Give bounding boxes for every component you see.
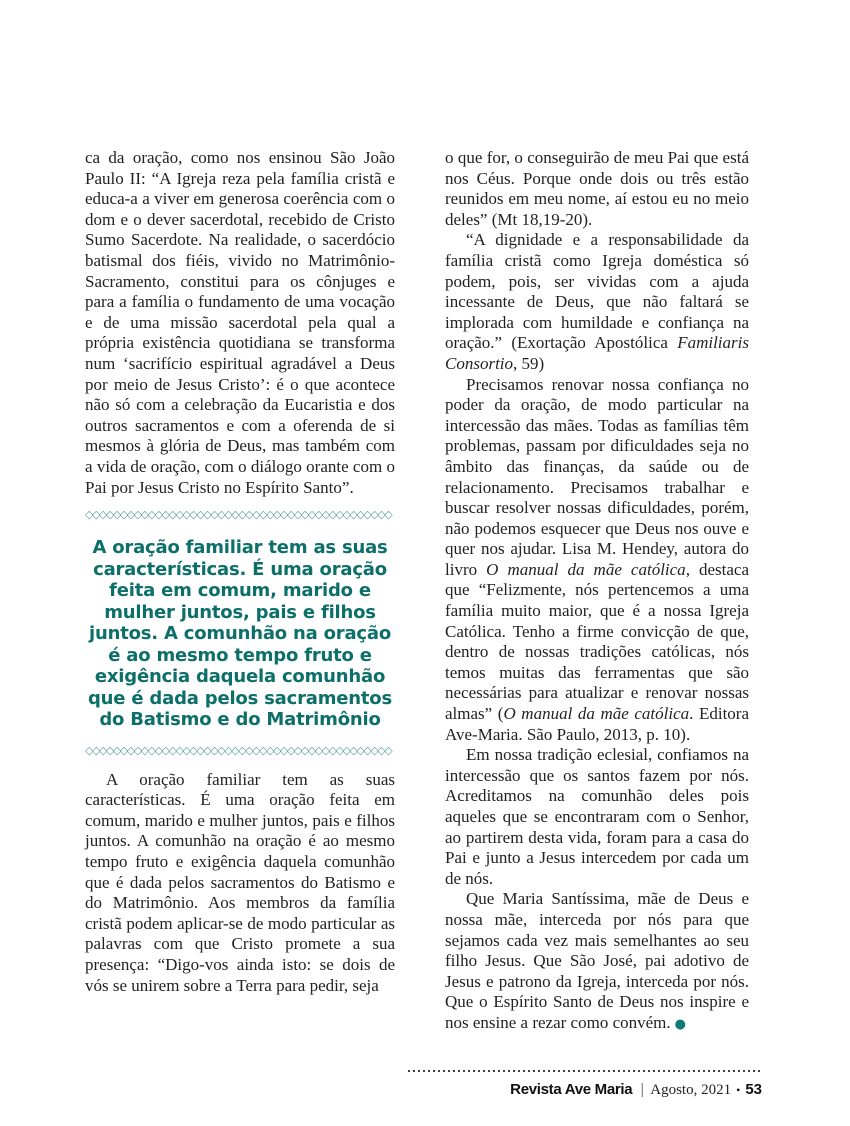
body-paragraph-6: Em nossa tradição eclesial, confiamos na intercessão que os santos fazem por nós. Acreditamos na comunhão deles pois aqueles que se encontraram com o Senhor, ao partirem desta vida, foram para a casa do Pai e junto a Jesus intercedem por cada um de nós. [445,745,749,888]
body-paragraph-7 [445,889,749,1035]
right-column [445,148,749,1036]
diamond-separator-top: ◇◇◇◇◇◇◇◇◇◇◇◇◇◇◇◇◇◇◇◇◇◇◇◇◇◇◇◇◇◇◇◇◇◇◇◇◇◇◇◇◇◇◇◇ [85,509,392,522]
footer-text [408,1081,762,1099]
body-paragraph-1: ca da oração, como nos ensinou São João Paulo II: “A Igreja reza pela família cristã e educa-a a viver em generosa coerência com o dom e o dever sacerdotal, recebido de Cristo Sumo Sacerdote. Na realidade, o sacerdócio batismal dos fiéis, vivido no Matrimônio-Sacramento, constitui para os cônjuges e para a família o fundamento de uma vocação e de uma missão sacerdotal pela qual a própria existência quotidiana se transforma num ‘sacrifício espiritual agradável a Deus por meio de Jesus Cristo’: é o que acontece não só com a celebração da Eucaristia e dos outros sacramentos e com a oferenda de si mesmos à glória de Deus, mas também com a vida de oração, com o diálogo orante com o Pai por Jesus Cristo no Espírito Santo”. [85,148,395,497]
left-column [85,148,395,1036]
footer-bullet: • [736,1083,741,1097]
italic-book-title: O manual da mãe católica [503,704,690,724]
body-paragraph-3: o que for, o conseguirão de meu Pai que está nos Céus. Porque onde dois ou três estão reunidos em meu nome, aí estou eu no meio deles” (Mt 18,19-20). [445,148,749,229]
diamond-separator-bottom: ◇◇◇◇◇◇◇◇◇◇◇◇◇◇◇◇◇◇◇◇◇◇◇◇◇◇◇◇◇◇◇◇◇◇◇◇◇◇◇◇◇◇◇◇ [85,744,392,757]
paragraph-text: . Editora Ave-Maria. São Paulo, 2013, p. 10). [445,704,750,744]
text-columns [85,148,749,1036]
page-number: 53 [745,1081,762,1098]
body-paragraph-2: A oração familiar tem as suas características. É uma oração feita em comum, marido e mulher juntos, pais e filhos juntos. A comunhão na oração é ao mesmo tempo fruto e exigência daquela comunhão que é dada pelos sacramentos do Batismo e do Matrimônio. Aos membros da família cristã podem aplicar-se de modo particular as palavras com que Cristo promete a sua presença: “Digo-vos ainda isto: se dois de vós se unirem sobre a Terra para pedir, seja [85,769,395,995]
body-paragraph-5 [445,375,749,746]
paragraph-text: Precisamos renovar nossa confiança no poder da oração, de modo particular na intercessão das mães. Todas as famílias têm problemas, passam por dificuldades seja no âmbito das finanças, da saúde ou de relacionamento. Precisamos trabalhar e buscar resolver nossas dificuldades, porém, não podemos esquecer que Deus nos ouve e quer nos ajudar. Lisa M. Hendey, autora do livro [445,374,749,579]
paragraph-text: , 59) [513,353,545,373]
italic-book-title: O manual da mãe católica [486,559,686,579]
footer-divider: | [640,1081,645,1098]
paragraph-text: , destaca que “Felizmente, nós pertencemos a uma família muito maior, que é a nossa Igreja Católica. Tenho a firme convicção de que, dentro de nossas tradições católicas, nós temos muitas das ferramentas que são necessárias para atualizar e renovar nossas almas” ( [445,559,749,724]
page-footer [408,1070,762,1099]
issue-date: Agosto, 2021 [650,1082,732,1098]
paragraph-text: “A dignidade e a responsabilidade da família cristã como Igreja doméstica só podem, pois, ser vividas com a ajuda incessante de Deus, que não faltará se implorada com humildade e confiança na oração.” (Exortação Apostólica [445,230,749,353]
footer-dotted-rule [408,1070,762,1072]
pull-quote: A oração familiar tem as suas características. É uma oração feita em comum, marido e mulher juntos, pais e filhos juntos. A comunhão na oração é ao mesmo tempo fruto e exigência daquela comunhão que é dada pelos sacramentos do Batismo e do Matrimônio [87,537,392,731]
magazine-title: Revista Ave Maria [510,1081,633,1098]
italic-citation-title: Familiaris Consortio [445,333,749,373]
paragraph-text: Que Maria Santíssima, mãe de Deus e nossa mãe, interceda por nós para que sejamos cada vez mais semelhantes ao seu filho Jesus. Que São José, pai adotivo de Jesus e patrono da Igreja, interceda por nós. Que o Espírito Santo de Deus nos inspire e nos ensine a rezar como convém. [445,889,749,1032]
article-end-dot-icon: ● [674,1016,686,1032]
body-paragraph-4 [445,230,749,374]
